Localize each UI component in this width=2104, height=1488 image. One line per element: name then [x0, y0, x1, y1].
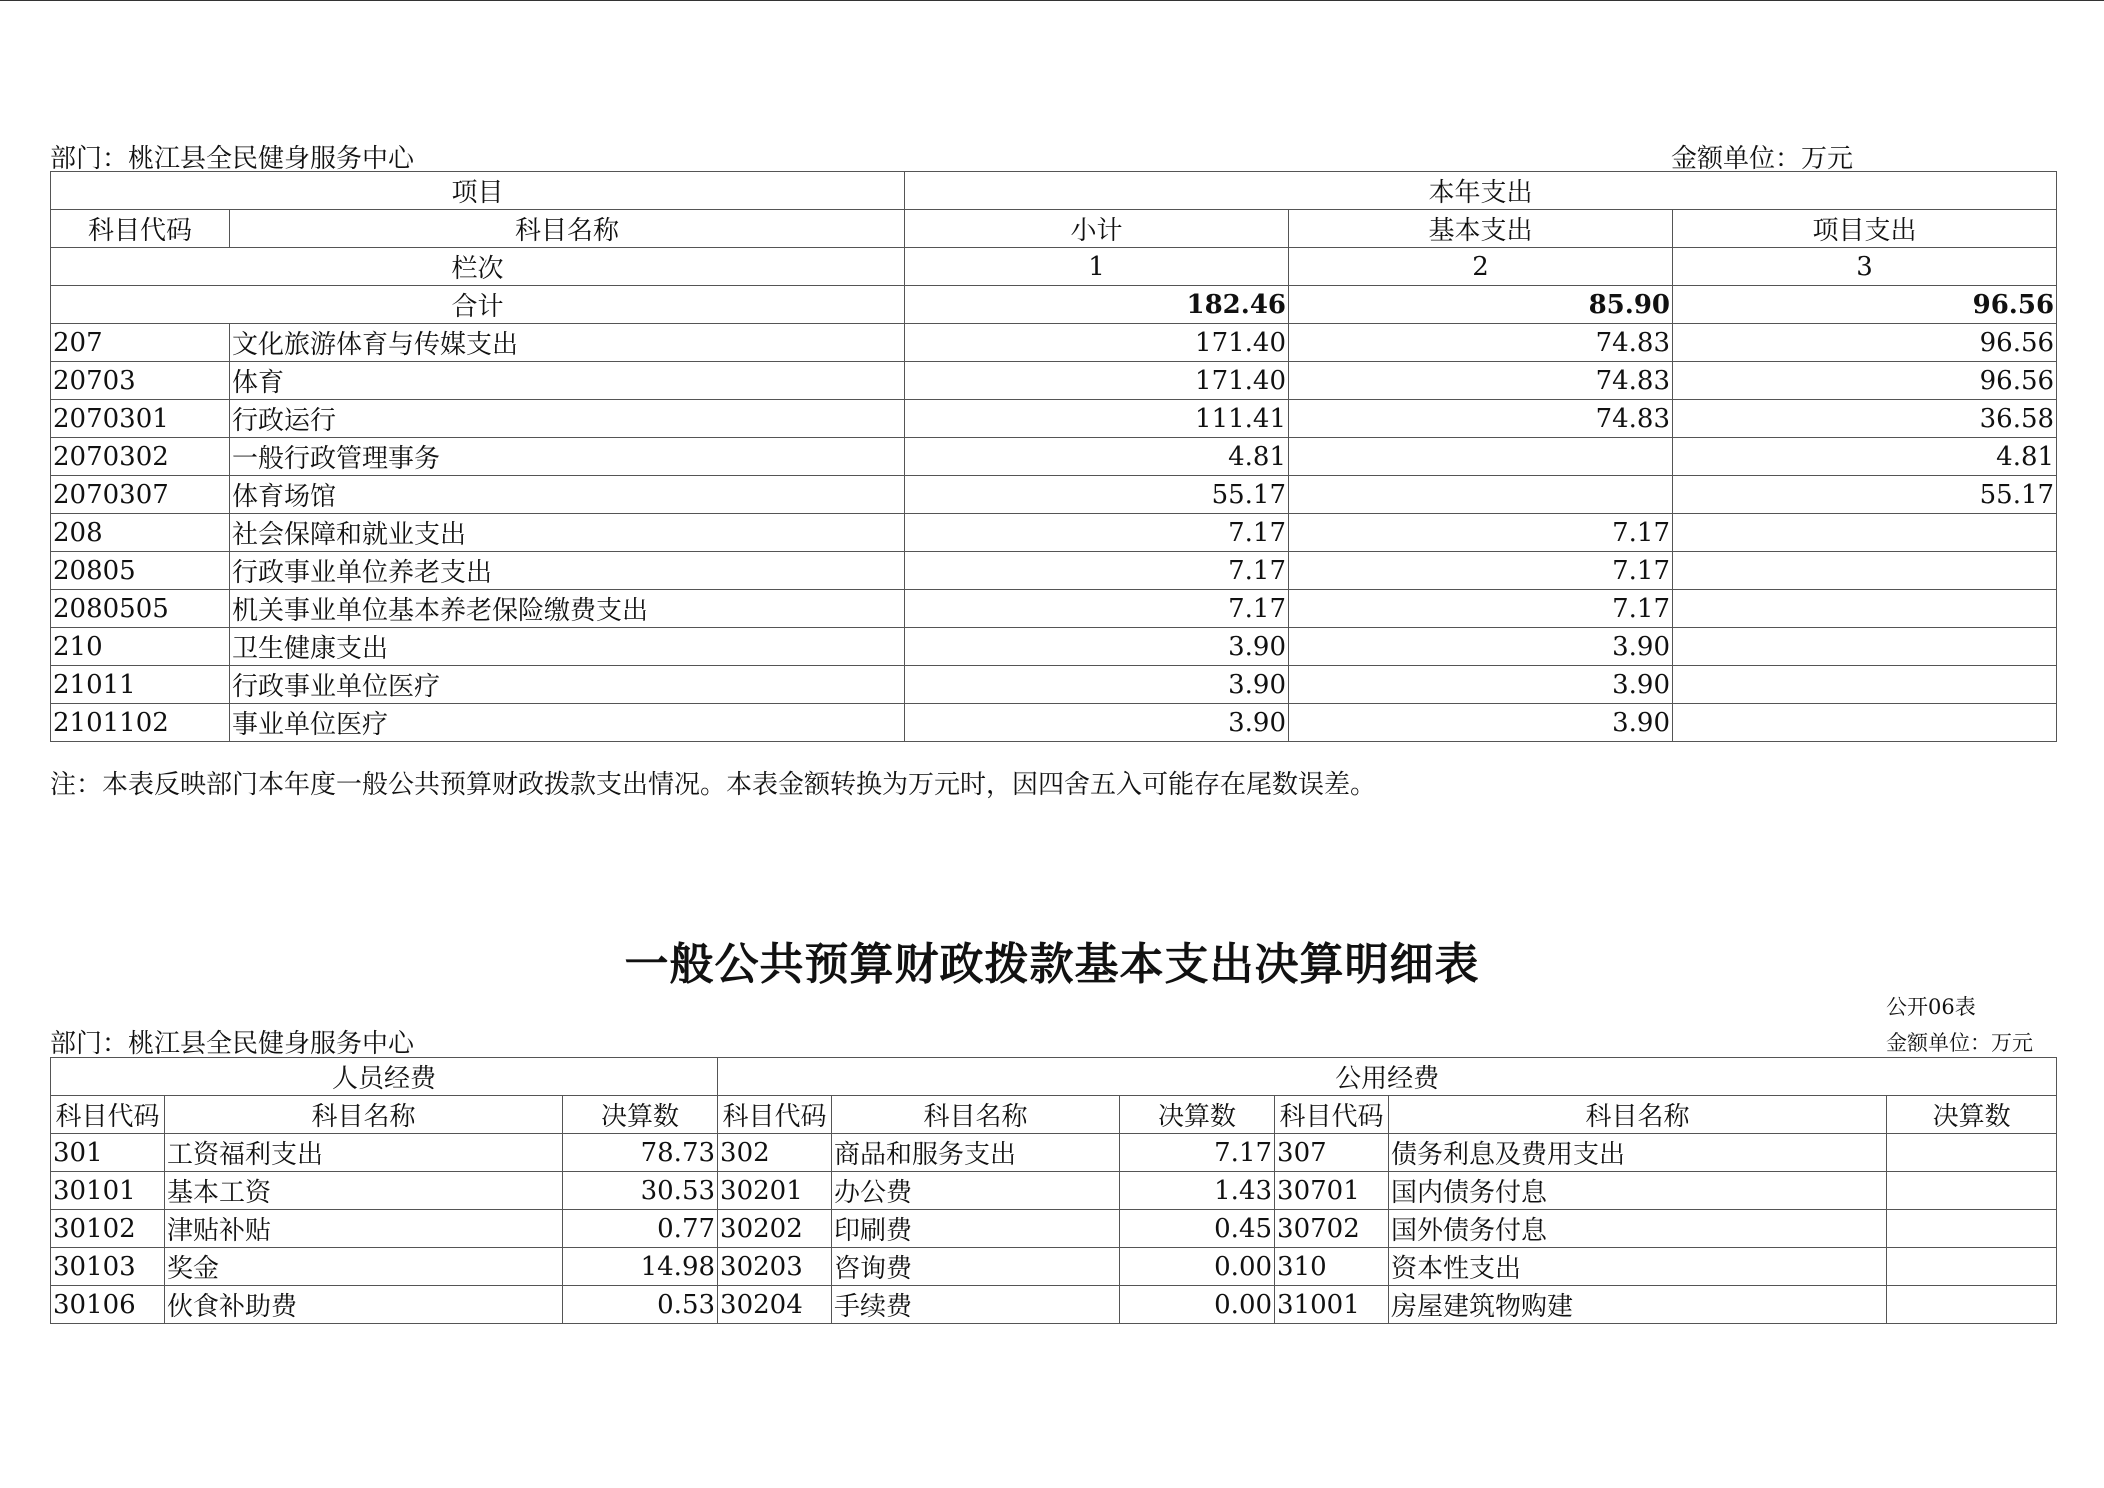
row-basic: 74.83 — [1289, 324, 1673, 362]
public-amount: 0.00 — [1120, 1286, 1275, 1324]
row-project: 96.56 — [1673, 324, 2057, 362]
row-subtotal: 55.17 — [905, 476, 1289, 514]
table-row — [51, 324, 2057, 362]
table-row — [51, 590, 2057, 628]
total-basic: 85.90 — [1289, 286, 1673, 324]
public-amount: 1.43 — [1120, 1172, 1275, 1210]
public-amount: 0.00 — [1120, 1248, 1275, 1286]
row-project — [1673, 704, 2057, 742]
row-code: 2070307 — [51, 476, 230, 514]
row-code: 208 — [51, 514, 230, 552]
other-amount — [1887, 1248, 2057, 1286]
row-project: 55.17 — [1673, 476, 2057, 514]
top-expenditure-table — [50, 171, 2057, 742]
personnel-amount: 0.77 — [563, 1210, 718, 1248]
row-name: 卫生健康支出 — [230, 628, 905, 666]
personnel-amount: 30.53 — [563, 1172, 718, 1210]
personnel-amount: 78.73 — [563, 1134, 718, 1172]
other-amount — [1887, 1172, 2057, 1210]
top-header-row-1 — [51, 172, 2057, 210]
top-unit-label: 金额单位：万元 — [1671, 144, 1854, 174]
row-basic: 74.83 — [1289, 362, 1673, 400]
row-name: 行政事业单位医疗 — [230, 666, 905, 704]
table-row — [51, 362, 2057, 400]
other-code: 31001 — [1275, 1286, 1389, 1324]
table-row — [51, 1248, 2057, 1286]
row-code: 20703 — [51, 362, 230, 400]
public-name: 咨询费 — [832, 1248, 1120, 1286]
personnel-name: 奖金 — [165, 1248, 563, 1286]
table-row — [51, 552, 2057, 590]
public-amount: 0.45 — [1120, 1210, 1275, 1248]
public-code: 30201 — [718, 1172, 832, 1210]
personnel-name: 基本工资 — [165, 1172, 563, 1210]
header-amount: 决算数 — [563, 1096, 718, 1134]
row-name: 机关事业单位基本养老保险缴费支出 — [230, 590, 905, 628]
personnel-name: 工资福利支出 — [165, 1134, 563, 1172]
other-name: 国外债务付息 — [1389, 1210, 1887, 1248]
header-name: 科目名称 — [832, 1096, 1120, 1134]
total-label: 合计 — [51, 286, 905, 324]
other-code: 30701 — [1275, 1172, 1389, 1210]
row-basic — [1289, 438, 1673, 476]
row-subtotal: 171.40 — [905, 362, 1289, 400]
bottom-header-row-2 — [51, 1096, 2057, 1134]
column-label: 栏次 — [51, 248, 905, 286]
table-row — [51, 1286, 2057, 1324]
row-code: 2101102 — [51, 704, 230, 742]
row-subtotal: 111.41 — [905, 400, 1289, 438]
other-amount — [1887, 1210, 2057, 1248]
row-basic: 7.17 — [1289, 514, 1673, 552]
table-row — [51, 514, 2057, 552]
row-project — [1673, 666, 2057, 704]
row-basic: 3.90 — [1289, 628, 1673, 666]
table-row — [51, 400, 2057, 438]
row-basic — [1289, 476, 1673, 514]
public-name: 手续费 — [832, 1286, 1120, 1324]
row-name: 社会保障和就业支出 — [230, 514, 905, 552]
column-index-2: 2 — [1289, 248, 1673, 286]
row-subtotal: 4.81 — [905, 438, 1289, 476]
row-name: 文化旅游体育与传媒支出 — [230, 324, 905, 362]
header-name: 科目名称 — [165, 1096, 563, 1134]
header-amount: 决算数 — [1887, 1096, 2057, 1134]
row-project — [1673, 552, 2057, 590]
public-amount: 7.17 — [1120, 1134, 1275, 1172]
personnel-code: 30106 — [51, 1286, 165, 1324]
basic-expenditure-detail-table — [50, 1057, 2057, 1324]
row-basic: 3.90 — [1289, 704, 1673, 742]
row-subtotal: 7.17 — [905, 590, 1289, 628]
other-code: 30702 — [1275, 1210, 1389, 1248]
table-row — [51, 704, 2057, 742]
top-total-row — [51, 286, 2057, 324]
table-row — [51, 438, 2057, 476]
top-table-note: 注：本表反映部门本年度一般公共预算财政拨款支出情况。本表金额转换为万元时，因四舍五入可能存在尾数误差。 — [50, 770, 1377, 800]
other-amount — [1887, 1134, 2057, 1172]
personnel-name: 津贴补贴 — [165, 1210, 563, 1248]
top-column-index-row — [51, 248, 2057, 286]
header-code: 科目代码 — [51, 1096, 165, 1134]
total-project: 96.56 — [1673, 286, 2057, 324]
other-code: 310 — [1275, 1248, 1389, 1286]
row-name: 体育场馆 — [230, 476, 905, 514]
public-code: 30203 — [718, 1248, 832, 1286]
header-current-year: 本年支出 — [905, 172, 2057, 210]
header-personnel: 人员经费 — [51, 1058, 718, 1096]
public-name: 办公费 — [832, 1172, 1120, 1210]
other-name: 房屋建筑物购建 — [1389, 1286, 1887, 1324]
header-code: 科目代码 — [718, 1096, 832, 1134]
public-code: 302 — [718, 1134, 832, 1172]
row-subtotal: 7.17 — [905, 514, 1289, 552]
header-name: 科目名称 — [230, 210, 905, 248]
row-name: 事业单位医疗 — [230, 704, 905, 742]
row-code: 207 — [51, 324, 230, 362]
table-row — [51, 476, 2057, 514]
row-project: 96.56 — [1673, 362, 2057, 400]
row-code: 20805 — [51, 552, 230, 590]
public-code: 30202 — [718, 1210, 832, 1248]
bottom-header-row-1 — [51, 1058, 2057, 1096]
header-item: 项目 — [51, 172, 905, 210]
top-header-row-2 — [51, 210, 2057, 248]
row-name: 行政运行 — [230, 400, 905, 438]
header-subtotal: 小计 — [905, 210, 1289, 248]
personnel-amount: 0.53 — [563, 1286, 718, 1324]
header-code: 科目代码 — [51, 210, 230, 248]
row-subtotal: 3.90 — [905, 704, 1289, 742]
header-name: 科目名称 — [1389, 1096, 1887, 1134]
row-basic: 7.17 — [1289, 552, 1673, 590]
total-subtotal: 182.46 — [905, 286, 1289, 324]
page-title: 一般公共预算财政拨款基本支出决算明细表 — [624, 939, 1480, 990]
personnel-name: 伙食补助费 — [165, 1286, 563, 1324]
table-row — [51, 666, 2057, 704]
row-subtotal: 7.17 — [905, 552, 1289, 590]
table-row — [51, 1134, 2057, 1172]
table-row — [51, 1210, 2057, 1248]
other-code: 307 — [1275, 1134, 1389, 1172]
table-row — [51, 628, 2057, 666]
row-name: 一般行政管理事务 — [230, 438, 905, 476]
bottom-department-label: 部门：桃江县全民健身服务中心 — [50, 1029, 415, 1059]
other-amount — [1887, 1286, 2057, 1324]
header-basic: 基本支出 — [1289, 210, 1673, 248]
row-basic: 74.83 — [1289, 400, 1673, 438]
public-name: 商品和服务支出 — [832, 1134, 1120, 1172]
page-top-border — [0, 0, 2104, 1]
personnel-code: 30102 — [51, 1210, 165, 1248]
row-subtotal: 171.40 — [905, 324, 1289, 362]
bottom-unit-label: 金额单位：万元 — [1886, 1031, 2033, 1055]
row-name: 行政事业单位养老支出 — [230, 552, 905, 590]
row-project: 36.58 — [1673, 400, 2057, 438]
row-code: 2080505 — [51, 590, 230, 628]
top-department-label: 部门：桃江县全民健身服务中心 — [50, 144, 415, 174]
row-project: 4.81 — [1673, 438, 2057, 476]
header-amount: 决算数 — [1120, 1096, 1275, 1134]
row-subtotal: 3.90 — [905, 666, 1289, 704]
row-code: 2070302 — [51, 438, 230, 476]
column-index-1: 1 — [905, 248, 1289, 286]
other-name: 资本性支出 — [1389, 1248, 1887, 1286]
column-index-3: 3 — [1673, 248, 2057, 286]
other-name: 债务利息及费用支出 — [1389, 1134, 1887, 1172]
public-code: 30204 — [718, 1286, 832, 1324]
row-basic: 3.90 — [1289, 666, 1673, 704]
row-name: 体育 — [230, 362, 905, 400]
personnel-code: 30101 — [51, 1172, 165, 1210]
public-name: 印刷费 — [832, 1210, 1120, 1248]
personnel-code: 301 — [51, 1134, 165, 1172]
personnel-code: 30103 — [51, 1248, 165, 1286]
header-project: 项目支出 — [1673, 210, 2057, 248]
row-project — [1673, 590, 2057, 628]
header-public: 公用经费 — [718, 1058, 2057, 1096]
row-basic: 7.17 — [1289, 590, 1673, 628]
table-number-label: 公开06表 — [1886, 995, 1976, 1019]
personnel-amount: 14.98 — [563, 1248, 718, 1286]
table-row — [51, 1172, 2057, 1210]
header-code: 科目代码 — [1275, 1096, 1389, 1134]
row-subtotal: 3.90 — [905, 628, 1289, 666]
row-code: 210 — [51, 628, 230, 666]
other-name: 国内债务付息 — [1389, 1172, 1887, 1210]
row-code: 21011 — [51, 666, 230, 704]
row-project — [1673, 628, 2057, 666]
row-code: 2070301 — [51, 400, 230, 438]
row-project — [1673, 514, 2057, 552]
